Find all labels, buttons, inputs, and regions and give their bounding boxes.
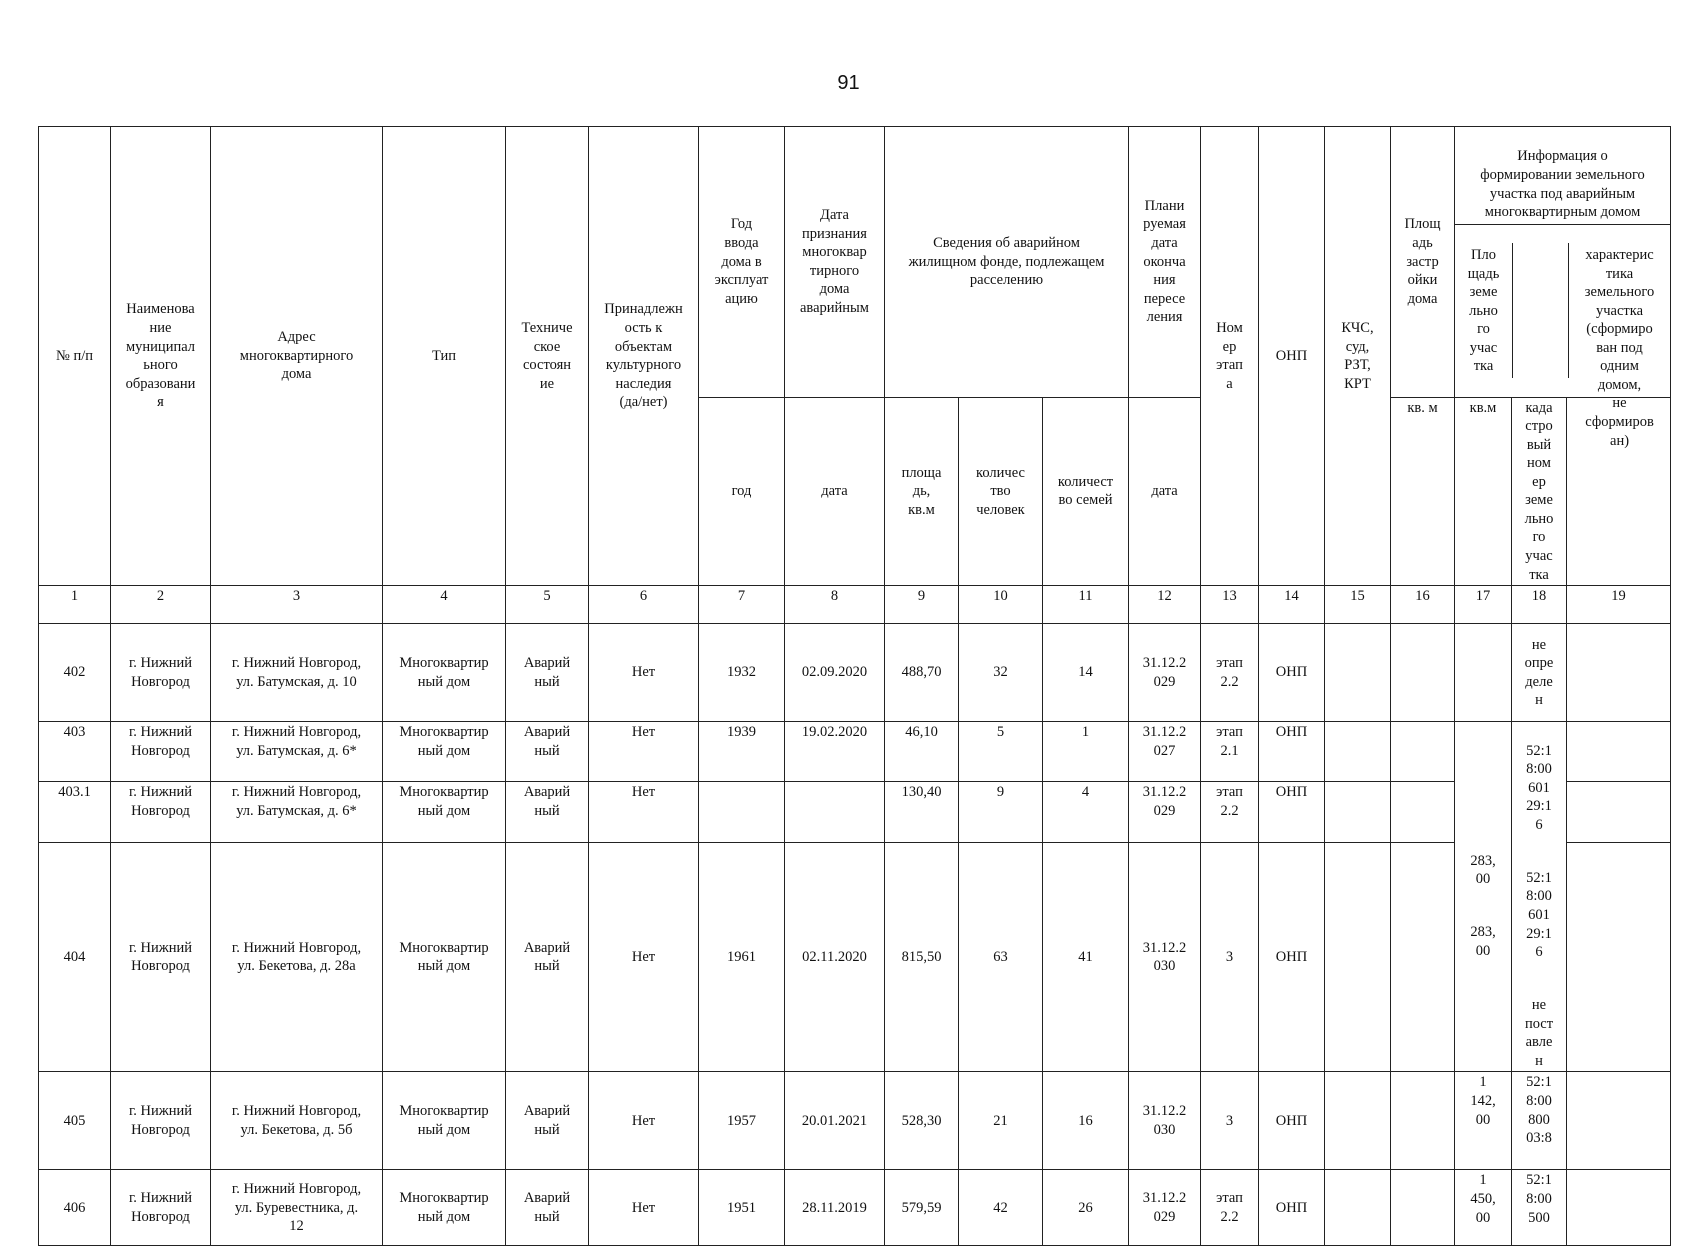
cell-date: 02.09.2020 — [785, 624, 885, 722]
cadastral-value: не пост авле н — [1524, 997, 1554, 1069]
cell-area: 528,30 — [885, 1072, 959, 1170]
cell-land-char — [1567, 1072, 1671, 1170]
header-row — [39, 127, 1671, 398]
cell-land-area: 1 142, 00 — [1455, 1072, 1512, 1170]
cell-built-area — [1391, 842, 1455, 1072]
cell-address: г. Нижний Новгород, ул. Батумская, д. 10 — [211, 624, 383, 722]
cell-land-area — [1455, 624, 1512, 722]
cell-onp: ОНП — [1259, 842, 1325, 1072]
cell-type: Многоквартир ный дом — [383, 1170, 506, 1246]
land-area-value: 283, 00 — [1470, 852, 1496, 888]
col-number: 16 — [1391, 586, 1455, 624]
header-land-area: Пло щадь земе льно го учас тка — [1455, 243, 1513, 378]
cell-plan-date: 31.12.2 030 — [1129, 842, 1201, 1072]
header-stage: Ном ер этап а — [1201, 127, 1259, 586]
col-number: 1 — [39, 586, 111, 624]
table-body — [39, 624, 1671, 1246]
cell-stage: этап 2.2 — [1201, 1170, 1259, 1246]
cell-heritage: Нет — [589, 722, 699, 782]
cell-people: 63 — [959, 842, 1043, 1072]
cell-type: Многоквартир ный дом — [383, 624, 506, 722]
cell-kchs — [1325, 624, 1391, 722]
cell-area: 815,50 — [885, 842, 959, 1072]
cell-stage: этап 2.2 — [1201, 624, 1259, 722]
cell-land-char — [1567, 722, 1671, 782]
cell-heritage: Нет — [589, 624, 699, 722]
cell-municipality: г. Нижний Новгород — [111, 782, 211, 842]
sub-area: площа дь, кв.м — [885, 397, 959, 585]
cell-land-char — [1567, 782, 1671, 842]
header-type: Тип — [383, 127, 506, 586]
page-number: 91 — [837, 72, 860, 94]
cell-state: Аварий ный — [506, 1170, 589, 1246]
sub-plan-date: дата — [1129, 397, 1201, 585]
cell-plan-date: 31.12.2 029 — [1129, 782, 1201, 842]
col-number: 10 — [959, 586, 1043, 624]
emergency-housing-table — [38, 126, 1671, 1246]
cell-families: 1 — [1043, 722, 1129, 782]
header-tech-state: Техниче ское состоян ие — [506, 127, 589, 586]
cell-type: Многоквартир ный дом — [383, 842, 506, 1072]
cell-date: 28.11.2019 — [785, 1170, 885, 1246]
cell-type: Многоквартир ный дом — [383, 722, 506, 782]
cell-year: 1957 — [699, 1072, 785, 1170]
sub-date: дата — [785, 397, 885, 585]
cell-heritage: Нет — [589, 1170, 699, 1246]
header-kchs: КЧС, суд, РЗТ, КРТ — [1325, 127, 1391, 586]
cell-onp: ОНП — [1259, 624, 1325, 722]
cell-kchs — [1325, 1170, 1391, 1246]
cell-onp: ОНП — [1259, 1072, 1325, 1170]
col-number: 19 — [1567, 586, 1671, 624]
cell-num: 404 — [39, 842, 111, 1072]
col-number: 4 — [383, 586, 506, 624]
table-row — [39, 624, 1671, 722]
cell-onp: ОНП — [1259, 722, 1325, 782]
cell-families: 14 — [1043, 624, 1129, 722]
cell-state: Аварий ный — [506, 842, 589, 1072]
cell-stage: этап 2.1 — [1201, 722, 1259, 782]
cell-kchs — [1325, 842, 1391, 1072]
cell-plan-date: 31.12.2 027 — [1129, 722, 1201, 782]
header-emergency-date: Дата признания многоквар тирного дома аварийным — [785, 127, 885, 398]
cell-plan-date: 31.12.2 030 — [1129, 1072, 1201, 1170]
cell-heritage: Нет — [589, 1072, 699, 1170]
land-area-value: 283, 00 — [1470, 924, 1496, 959]
cell-area: 46,10 — [885, 722, 959, 782]
cell-year: 1932 — [699, 624, 785, 722]
header-num: № п/п — [39, 127, 111, 586]
cell-year: 1961 — [699, 842, 785, 1072]
cell-stage: этап 2.2 — [1201, 782, 1259, 842]
cell-num: 405 — [39, 1072, 111, 1170]
header-land-characteristic: характерис тика земельного участка (сформиро ван под одним домом, не сформиров ан) — [1584, 247, 1655, 449]
cell-municipality: г. Нижний Новгород — [111, 1072, 211, 1170]
cell-land-char — [1567, 842, 1671, 1072]
cell-year: 1939 — [699, 722, 785, 782]
cell-heritage: Нет — [589, 842, 699, 1072]
cell-built-area — [1391, 782, 1455, 842]
cell-num: 402 — [39, 624, 111, 722]
sub-land-cadastral: када стро вый ном ер земе льно го учас тка — [1512, 397, 1567, 585]
header-land-info-title: Информация о формировании земельного участка под аварийным многоквартирным домом — [1455, 146, 1670, 225]
cell-type: Многоквартир ный дом — [383, 782, 506, 842]
header-heritage: Принадлежн ость к объектам культурного наследия (да/нет) — [589, 127, 699, 586]
cell-area: 579,59 — [885, 1170, 959, 1246]
cell-date — [785, 782, 885, 842]
cell-num: 403.1 — [39, 782, 111, 842]
cell-state: Аварий ный — [506, 782, 589, 842]
cell-plan-date: 31.12.2 029 — [1129, 1170, 1201, 1246]
cell-people: 9 — [959, 782, 1043, 842]
cell-land-area-merged — [1455, 722, 1512, 1072]
cell-municipality: г. Нижний Новгород — [111, 624, 211, 722]
cell-built-area — [1391, 1072, 1455, 1170]
cell-municipality: г. Нижний Новгород — [111, 842, 211, 1072]
table-row — [39, 1072, 1671, 1170]
cell-families: 16 — [1043, 1072, 1129, 1170]
sub-families: количест во семей — [1043, 397, 1129, 585]
cell-people: 42 — [959, 1170, 1043, 1246]
cell-kchs — [1325, 1072, 1391, 1170]
column-number-row — [39, 586, 1671, 624]
cell-num: 403 — [39, 722, 111, 782]
col-number: 12 — [1129, 586, 1201, 624]
cadastral-value: 52:1 8:00 601 29:1 6 — [1526, 742, 1552, 833]
cell-stage: 3 — [1201, 1072, 1259, 1170]
header-address: Адрес многоквартирного дома — [211, 127, 383, 586]
col-number: 13 — [1201, 586, 1259, 624]
cell-address: г. Нижний Новгород, ул. Батумская, д. 6* — [211, 722, 383, 782]
cell-cadastral: 52:1 8:00 500 — [1512, 1170, 1567, 1246]
header-onp: ОНП — [1259, 127, 1325, 586]
cell-area: 130,40 — [885, 782, 959, 842]
cell-date: 19.02.2020 — [785, 722, 885, 782]
cadastral-value: 52:1 8:00 601 29:1 6 — [1526, 869, 1552, 961]
sub-built-area-unit: кв. м — [1391, 397, 1455, 585]
cell-date: 20.01.2021 — [785, 1072, 885, 1170]
cell-onp: ОНП — [1259, 782, 1325, 842]
cell-cadastral: 52:1 8:00 800 03:8 — [1512, 1072, 1567, 1170]
col-number: 11 — [1043, 586, 1129, 624]
header-built-area: Площ адь застр ойки дома — [1391, 127, 1455, 398]
cell-state: Аварий ный — [506, 624, 589, 722]
table-row — [39, 722, 1671, 782]
cell-plan-date: 31.12.2 029 — [1129, 624, 1201, 722]
cell-address: г. Нижний Новгород, ул. Батумская, д. 6* — [211, 782, 383, 842]
table-row — [39, 782, 1671, 842]
sub-year: год — [699, 397, 785, 585]
header-planned-date: Плани руемая дата оконча ния пересе ления — [1129, 127, 1201, 398]
cell-families: 4 — [1043, 782, 1129, 842]
cell-kchs — [1325, 722, 1391, 782]
cell-kchs — [1325, 782, 1391, 842]
cell-people: 32 — [959, 624, 1043, 722]
sub-people: количес тво человек — [959, 397, 1043, 585]
cell-num: 406 — [39, 1170, 111, 1246]
cell-date: 02.11.2020 — [785, 842, 885, 1072]
header-land-cadastral-top — [1513, 243, 1569, 378]
cell-onp: ОНП — [1259, 1170, 1325, 1246]
cell-year — [699, 782, 785, 842]
col-number: 5 — [506, 586, 589, 624]
cell-built-area — [1391, 1170, 1455, 1246]
col-number: 17 — [1455, 586, 1512, 624]
cell-built-area — [1391, 624, 1455, 722]
col-number: 7 — [699, 586, 785, 624]
cell-year: 1951 — [699, 1170, 785, 1246]
cell-heritage: Нет — [589, 782, 699, 842]
cell-address: г. Нижний Новгород, ул. Бекетова, д. 28а — [211, 842, 383, 1072]
cell-land-char — [1567, 624, 1671, 722]
cell-built-area — [1391, 722, 1455, 782]
col-number: 6 — [589, 586, 699, 624]
table-header — [39, 127, 1671, 624]
cell-people: 5 — [959, 722, 1043, 782]
col-number: 8 — [785, 586, 885, 624]
cell-families: 26 — [1043, 1170, 1129, 1246]
header-commission-year: Год ввода дома в эксплуат ацию — [699, 127, 785, 398]
cell-address: г. Нижний Новгород, ул. Бекетова, д. 5б — [211, 1072, 383, 1170]
cell-state: Аварий ный — [506, 1072, 589, 1170]
sub-land-area-unit: кв.м — [1455, 397, 1512, 585]
col-number: 2 — [111, 586, 211, 624]
header-emergency-fund: Сведения об аварийном жилищном фонде, подлежащем расселению — [885, 127, 1129, 398]
cell-land-area: 1 450, 00 — [1455, 1170, 1512, 1246]
cell-municipality: г. Нижний Новгород — [111, 722, 211, 782]
cell-cadastral: не опре деле н — [1512, 624, 1567, 722]
cell-address: г. Нижний Новгород, ул. Буревестника, д. 12 — [211, 1170, 383, 1246]
cell-area: 488,70 — [885, 624, 959, 722]
col-number: 14 — [1259, 586, 1325, 624]
cell-stage: 3 — [1201, 842, 1259, 1072]
header-municipality: Наименова ние муниципал ьного образовани я — [111, 127, 211, 586]
cell-land-char — [1567, 1170, 1671, 1246]
col-number: 18 — [1512, 586, 1567, 624]
cell-state: Аварий ный — [506, 722, 589, 782]
cell-families: 41 — [1043, 842, 1129, 1072]
col-number: 9 — [885, 586, 959, 624]
table-row — [39, 842, 1671, 1072]
cell-people: 21 — [959, 1072, 1043, 1170]
col-number: 15 — [1325, 586, 1391, 624]
table-row — [39, 1170, 1671, 1246]
cell-municipality: г. Нижний Новгород — [111, 1170, 211, 1246]
cell-cadastral-merged — [1512, 722, 1567, 1072]
col-number: 3 — [211, 586, 383, 624]
cell-type: Многоквартир ный дом — [383, 1072, 506, 1170]
